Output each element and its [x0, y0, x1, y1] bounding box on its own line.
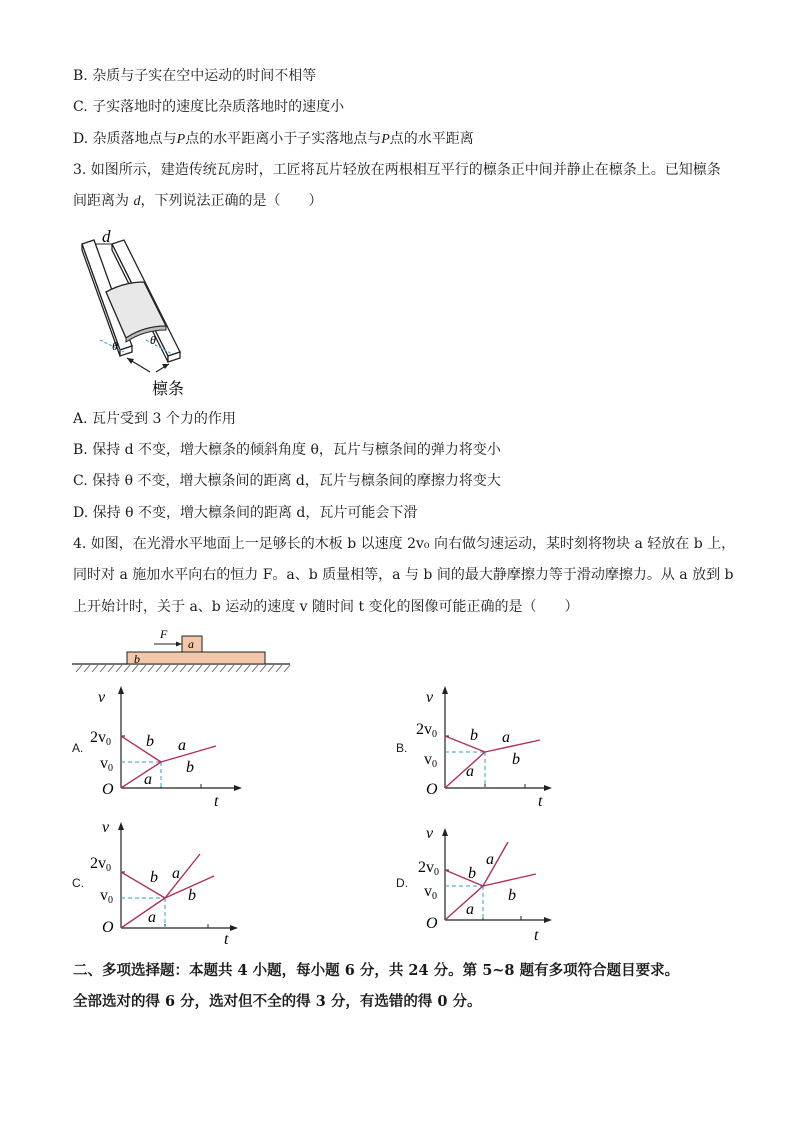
q4-board-figure	[72, 626, 294, 678]
svg-text:2v0: 2v0	[90, 729, 111, 748]
svg-text:2v0: 2v0	[418, 859, 439, 878]
q3-option-a: A. 瓦片受到 3 个力的作用	[73, 411, 236, 427]
svg-text:v0: v0	[100, 887, 113, 906]
q3-label-purlin: 檩条	[152, 381, 185, 398]
q3-label-theta-left: θ	[112, 339, 118, 353]
svg-text:v0: v0	[424, 751, 437, 770]
section2-heading-line1: 二、多项选择题：本题共 4 小题，每小题 6 分，共 24 分。第 5~8 题有多项符合题目要求。	[73, 962, 680, 979]
q2-option-b: B. 杂质与子实在空中运动的时间不相等	[73, 68, 317, 84]
svg-text:b: b	[512, 751, 520, 768]
q4-graph-d	[412, 814, 572, 946]
svg-text:O: O	[102, 919, 114, 936]
q4-stem-line1: 4. 如图，在光滑水平地面上一足够长的木板 b 以速度 2v₀ 向右做匀速运动，某时刻将物块 a 轻放在 b 上，	[73, 536, 736, 552]
svg-text:v: v	[426, 689, 434, 706]
q3-stem-line2: 间距离为 d，下列说法正确的是（ ）	[73, 193, 323, 209]
q4-graph-a	[88, 680, 248, 808]
svg-text:v: v	[102, 819, 110, 836]
svg-text:b: b	[468, 865, 476, 882]
section2-heading-line2: 全部选对的得 6 分，选对但不全的得 3 分，有选错的得 0 分。	[73, 993, 482, 1010]
svg-text:v: v	[426, 825, 434, 842]
q3-option-d: D. 保持 θ 不变，增大檩条间的距离 d，瓦片可能会下滑	[73, 505, 418, 521]
svg-text:t: t	[534, 927, 539, 944]
q4-label-f: F	[160, 627, 168, 641]
svg-text:a: a	[172, 865, 180, 882]
q4-label-a: a	[188, 637, 194, 651]
q4-stem-line2: 同时对 a 施加水平向右的恒力 F。a、b 质量相等，a 与 b 间的最大静摩擦力等于滑动摩擦力。从 a 放到 b	[73, 567, 734, 583]
svg-text:b: b	[508, 887, 516, 904]
svg-text:O: O	[102, 781, 114, 798]
q4-option-b-letter: B.	[396, 741, 408, 755]
q4-option-d-letter: D.	[396, 876, 408, 890]
q2-option-d: D. 杂质落地点与P点的水平距离小于子实落地点与P点的水平距离	[73, 131, 474, 147]
svg-text:b: b	[188, 887, 196, 904]
svg-text:2v0: 2v0	[90, 855, 111, 874]
svg-text:a: a	[486, 851, 494, 868]
svg-text:O: O	[426, 915, 438, 932]
svg-text:b: b	[470, 727, 478, 744]
svg-text:v0: v0	[100, 755, 113, 774]
svg-text:a: a	[144, 771, 152, 788]
q3-stem-line1: 3. 如图所示，建造传统瓦房时，工匠将瓦片轻放在两根相互平行的檩条正中间并静止在檩条上。已知檩条	[73, 162, 721, 178]
q4-stem-line3: 上开始计时，关于 a、b 运动的速度 v 随时间 t 变化的图像可能正确的是（ ）	[73, 599, 579, 615]
q4-label-b: b	[134, 652, 140, 666]
svg-text:t: t	[224, 931, 229, 946]
svg-text:b: b	[146, 733, 154, 750]
svg-text:v0: v0	[424, 883, 437, 902]
svg-text:t: t	[214, 793, 219, 808]
q3-purlin-figure	[72, 222, 202, 400]
q4-option-c-letter: C.	[72, 876, 84, 890]
q3-option-c: C. 保持 θ 不变，增大檩条间的距离 d，瓦片与檩条间的摩擦力将变大	[73, 473, 501, 489]
svg-text:O: O	[426, 781, 438, 798]
q2-option-c: C. 子实落地时的速度比杂质落地时的速度小	[73, 99, 345, 115]
svg-text:v: v	[98, 689, 106, 706]
q3-label-d: d	[102, 227, 111, 246]
svg-text:a: a	[148, 909, 156, 926]
q4-graph-b	[412, 680, 572, 808]
q3-option-b: B. 保持 d 不变，增大檩条的倾斜角度 θ，瓦片与檩条间的弹力将变小	[73, 442, 501, 458]
q4-option-a-letter: A.	[72, 741, 84, 755]
q3-label-theta-right: θ	[150, 333, 156, 347]
svg-text:b: b	[150, 869, 158, 886]
svg-text:b: b	[186, 759, 194, 776]
q4-graph-c	[88, 814, 248, 946]
svg-text:a: a	[466, 763, 474, 780]
svg-text:a: a	[178, 737, 186, 754]
svg-text:a: a	[502, 729, 510, 746]
svg-text:2v0: 2v0	[416, 721, 437, 740]
svg-text:t: t	[538, 793, 543, 808]
svg-text:a: a	[466, 901, 474, 918]
